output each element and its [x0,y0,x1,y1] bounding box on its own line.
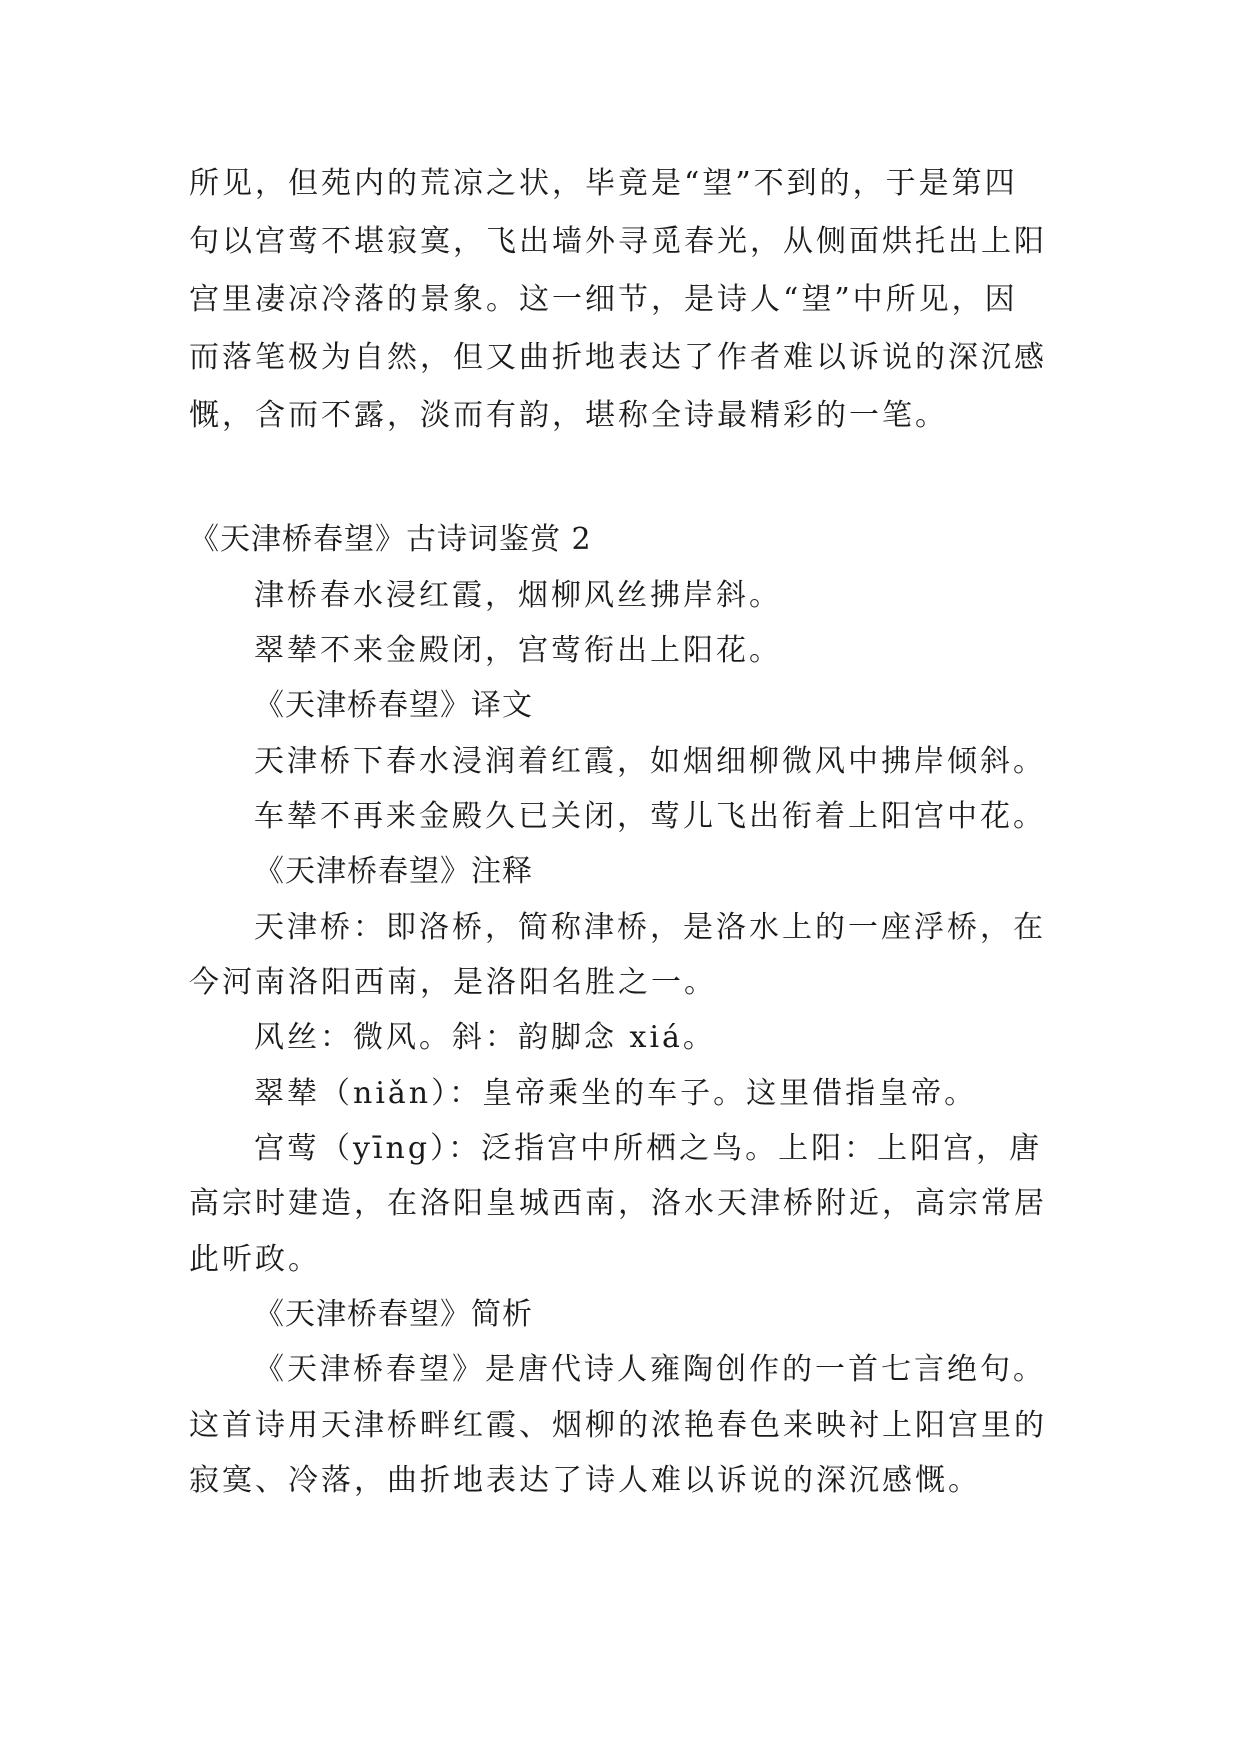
subheading-translation: 《天津桥春望》译文 [254,688,533,723]
note-line: 高宗时建造，在洛阳皇城西南，洛水天津桥附近，高宗常居 [189,1186,1047,1221]
poem-line: 津桥春水浸红霞，烟柳风丝拂岸斜。 [254,578,782,613]
note-line: 此听政。 [189,1242,321,1277]
analysis-line: 寂寞、冷落，曲折地表达了诗人难以诉说的深沉感慨。 [189,1463,981,1498]
paragraph-line: 所见，但苑内的荒凉之状，毕竟是“望”不到的，于是第四 [189,166,1018,201]
analysis-line: 《天津桥春望》是唐代诗人雍陶创作的一首七言绝句。 [254,1352,1046,1387]
paragraph-line: 宫里凄凉冷落的景象。这一细节，是诗人“望”中所见，因 [189,282,1018,317]
note-line: 今河南洛阳西南，是洛阳名胜之一。 [189,965,717,1000]
translation-line: 天津桥下春水浸润着红霞，如烟细柳微风中拂岸倾斜。 [254,744,1046,779]
paragraph-line: 句以宫莺不堪寂寞，飞出墙外寻觅春光，从侧面烘托出上阳 [189,224,1047,259]
note-line: 宫莺（yīng）：泛指宫中所栖之鸟。上阳：上阳宫，唐 [254,1131,1043,1166]
section-heading: 《天津桥春望》古诗词鉴赏 2 [189,522,592,557]
paragraph-line: 慨，含而不露，淡而有韵，堪称全诗最精彩的一笔。 [189,398,948,433]
paragraph-line: 而落笔极为自然，但又曲折地表达了作者难以诉说的深沉感 [189,340,1047,375]
translation-line: 车辇不再来金殿久已关闭，莺儿飞出衔着上阳宫中花。 [254,799,1046,834]
subheading-analysis: 《天津桥春望》简析 [254,1297,533,1332]
note-line: 天津桥：即洛桥，简称津桥，是洛水上的一座浮桥，在 [254,910,1046,945]
subheading-notes: 《天津桥春望》注释 [254,854,533,889]
poem-line: 翠辇不来金殿闭，宫莺衔出上阳花。 [254,633,782,668]
analysis-line: 这首诗用天津桥畔红霞、烟柳的浓艳春色来映衬上阳宫里的 [189,1408,1047,1443]
note-line: 翠辇（niǎn）：皇帝乘坐的车子。这里借指皇帝。 [254,1076,978,1111]
note-line: 风丝：微风。斜：韵脚念 xiá。 [254,1020,716,1055]
